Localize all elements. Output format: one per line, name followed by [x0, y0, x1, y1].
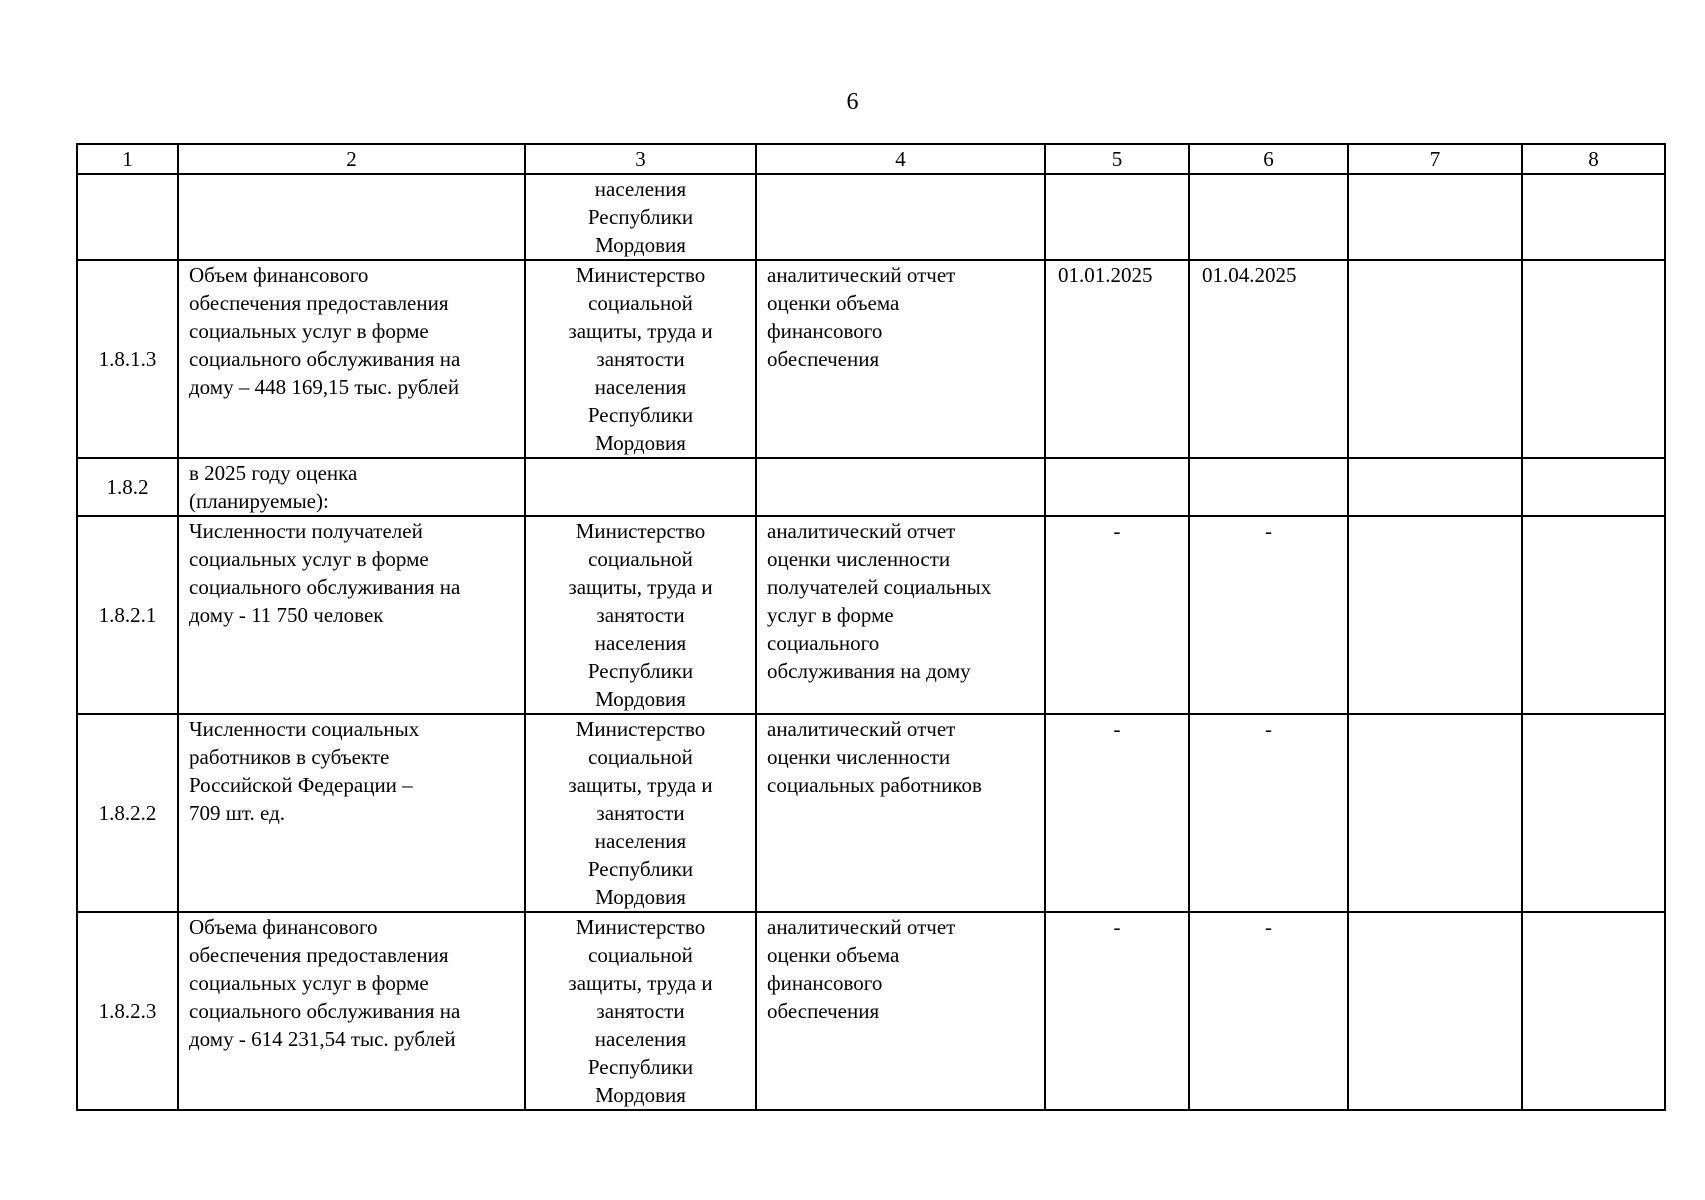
table-row — [77, 516, 1665, 714]
row-number-cell — [77, 174, 178, 260]
row-number-cell: 1.8.2.2 — [77, 714, 178, 912]
end-date-cell: 01.04.2025 — [1189, 260, 1348, 458]
executor-cell: Министерство социальной защиты, труда и занятости населения Республики Мордовия — [525, 516, 756, 714]
page-number: 6 — [846, 89, 859, 115]
indicator-cell: Объем финансового обеспечения предоставления социальных услуг в форме социального обслуживания на дому – 448 169,15 тыс. рублей — [178, 260, 525, 458]
column-7-cell — [1348, 714, 1522, 912]
indicator-cell: Численности социальных работников в субъекте Российской Федерации – 709 шт. ед. — [178, 714, 525, 912]
executor-cell: Министерство социальной защиты, труда и занятости населения Республики Мордовия — [525, 714, 756, 912]
column-number: 5 — [1045, 144, 1189, 174]
indicator-cell — [178, 174, 525, 260]
table-row — [77, 260, 1665, 458]
end-date-cell: - — [1189, 714, 1348, 912]
start-date-cell — [1045, 458, 1189, 516]
end-date-cell: - — [1189, 912, 1348, 1110]
end-date-cell — [1189, 174, 1348, 260]
executor-cell: Министерство социальной защиты, труда и занятости населения Республики Мордовия — [525, 260, 756, 458]
start-date-cell — [1045, 174, 1189, 260]
end-date-cell: - — [1189, 516, 1348, 714]
column-7-cell — [1348, 912, 1522, 1110]
column-number: 7 — [1348, 144, 1522, 174]
column-8-cell — [1522, 714, 1665, 912]
start-date-cell: - — [1045, 714, 1189, 912]
executor-cell: населения Республики Мордовия — [525, 174, 756, 260]
column-8-cell — [1522, 174, 1665, 260]
column-8-cell — [1522, 912, 1665, 1110]
indicator-cell: в 2025 году оценка (планируемые): — [178, 458, 525, 516]
row-number-cell: 1.8.1.3 — [77, 260, 178, 458]
table-row — [77, 912, 1665, 1110]
column-8-cell — [1522, 260, 1665, 458]
column-7-cell — [1348, 260, 1522, 458]
row-number-cell: 1.8.2.3 — [77, 912, 178, 1110]
document-cell: аналитический отчет оценки численности социальных работников — [756, 714, 1045, 912]
column-7-cell — [1348, 516, 1522, 714]
column-7-cell — [1348, 458, 1522, 516]
end-date-cell — [1189, 458, 1348, 516]
document-cell: аналитический отчет оценки объема финансового обеспечения — [756, 260, 1045, 458]
row-number-cell: 1.8.2 — [77, 458, 178, 516]
column-number: 3 — [525, 144, 756, 174]
executor-cell — [525, 458, 756, 516]
column-7-cell — [1348, 174, 1522, 260]
column-8-cell — [1522, 458, 1665, 516]
column-number: 4 — [756, 144, 1045, 174]
start-date-cell: - — [1045, 516, 1189, 714]
indicator-cell: Объема финансового обеспечения предоставления социальных услуг в форме социального обслуживания на дому - 614 231,54 тыс. рублей — [178, 912, 525, 1110]
table-row — [77, 458, 1665, 516]
row-number-cell: 1.8.2.1 — [77, 516, 178, 714]
column-number-row — [77, 144, 1665, 174]
document-cell — [756, 458, 1045, 516]
document-cell: аналитический отчет оценки объема финансового обеспечения — [756, 912, 1045, 1110]
table-row — [77, 174, 1665, 260]
column-number: 6 — [1189, 144, 1348, 174]
column-8-cell — [1522, 516, 1665, 714]
executor-cell: Министерство социальной защиты, труда и занятости населения Республики Мордовия — [525, 912, 756, 1110]
document-cell — [756, 174, 1045, 260]
plan-table — [76, 143, 1666, 1111]
column-number: 8 — [1522, 144, 1665, 174]
document-cell: аналитический отчет оценки численности получателей социальных услуг в форме социального обслуживания на дому — [756, 516, 1045, 714]
indicator-cell: Численности получателей социальных услуг в форме социального обслуживания на дому - 11 750 человек — [178, 516, 525, 714]
column-number: 1 — [77, 144, 178, 174]
column-number: 2 — [178, 144, 525, 174]
table-row — [77, 714, 1665, 912]
start-date-cell: - — [1045, 912, 1189, 1110]
start-date-cell: 01.01.2025 — [1045, 260, 1189, 458]
